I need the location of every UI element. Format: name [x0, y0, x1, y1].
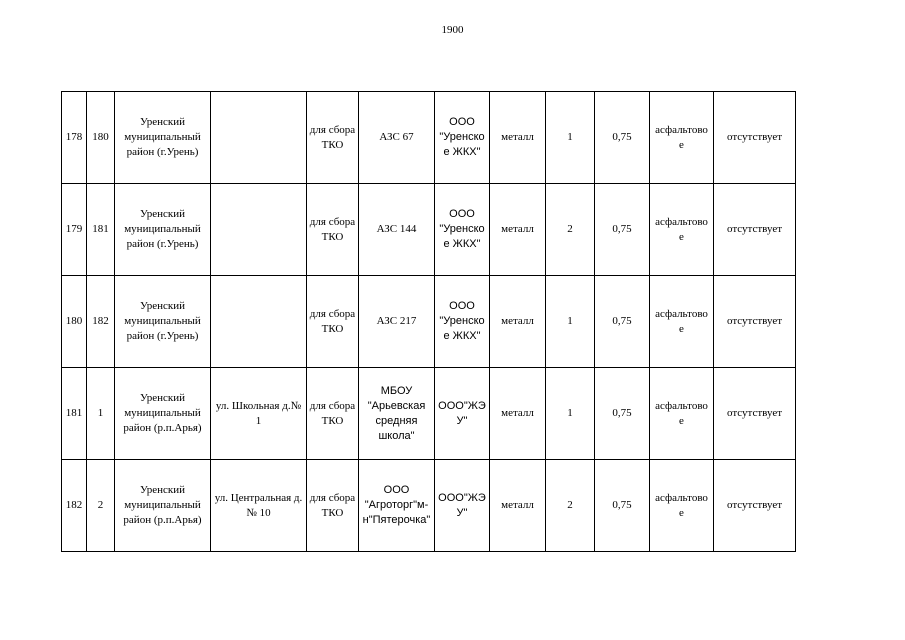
purpose: для сбора ТКО: [307, 184, 359, 276]
site-id: 182: [87, 276, 115, 368]
container-volume: 0,75: [595, 184, 650, 276]
site-id: 180: [87, 92, 115, 184]
fence: отсутствует: [714, 184, 796, 276]
source-object: АЗС 144: [359, 184, 435, 276]
fence: отсутствует: [714, 368, 796, 460]
row-number: 179: [62, 184, 87, 276]
surface-type: асфальтово е: [650, 368, 714, 460]
container-count: 2: [546, 460, 595, 552]
district: Уренский муниципальный район (г.Урень): [115, 92, 211, 184]
site-id: 181: [87, 184, 115, 276]
source-object: ООО "Агроторг"м-н"Пятерочка": [359, 460, 435, 552]
owner: ООО"ЖЭ У": [435, 460, 490, 552]
container-volume: 0,75: [595, 276, 650, 368]
source-object: АЗС 67: [359, 92, 435, 184]
surface-type: асфальтово е: [650, 184, 714, 276]
fence: отсутствует: [714, 460, 796, 552]
container-count: 1: [546, 92, 595, 184]
table-row: [62, 460, 796, 552]
source-object: АЗС 217: [359, 276, 435, 368]
registry-rows: [62, 92, 796, 552]
district: Уренский муниципальный район (р.п.Арья): [115, 460, 211, 552]
material: металл: [490, 368, 546, 460]
site-id: 2: [87, 460, 115, 552]
fence: отсутствует: [714, 92, 796, 184]
material: металл: [490, 184, 546, 276]
container-count: 1: [546, 368, 595, 460]
purpose: для сбора ТКО: [307, 276, 359, 368]
address: ул. Центральная д.№ 10: [211, 460, 307, 552]
container-count: 1: [546, 276, 595, 368]
owner: ООО "Уренско е ЖКХ": [435, 92, 490, 184]
row-number: 182: [62, 460, 87, 552]
material: металл: [490, 460, 546, 552]
container-count: 2: [546, 184, 595, 276]
table-row: [62, 184, 796, 276]
row-number: 181: [62, 368, 87, 460]
address: [211, 276, 307, 368]
page-number: 1900: [441, 24, 464, 36]
table-row: [62, 92, 796, 184]
purpose: для сбора ТКО: [307, 368, 359, 460]
container-volume: 0,75: [595, 368, 650, 460]
owner: ООО"ЖЭ У": [435, 368, 490, 460]
registry-table: [61, 91, 796, 552]
address: ул. Школьная д.№ 1: [211, 368, 307, 460]
district: Уренский муниципальный район (г.Урень): [115, 184, 211, 276]
row-number: 178: [62, 92, 87, 184]
address: [211, 184, 307, 276]
district: Уренский муниципальный район (г.Урень): [115, 276, 211, 368]
container-volume: 0,75: [595, 460, 650, 552]
district: Уренский муниципальный район (р.п.Арья): [115, 368, 211, 460]
table-row: [62, 276, 796, 368]
source-object: МБОУ "Арьевская средняя школа": [359, 368, 435, 460]
material: металл: [490, 92, 546, 184]
address: [211, 92, 307, 184]
container-volume: 0,75: [595, 92, 650, 184]
owner: ООО "Уренско е ЖКХ": [435, 184, 490, 276]
surface-type: асфальтово е: [650, 276, 714, 368]
surface-type: асфальтово е: [650, 92, 714, 184]
table-row: [62, 368, 796, 460]
purpose: для сбора ТКО: [307, 460, 359, 552]
row-number: 180: [62, 276, 87, 368]
owner: ООО "Уренско е ЖКХ": [435, 276, 490, 368]
site-id: 1: [87, 368, 115, 460]
fence: отсутствует: [714, 276, 796, 368]
material: металл: [490, 276, 546, 368]
purpose: для сбора ТКО: [307, 92, 359, 184]
surface-type: асфальтово е: [650, 460, 714, 552]
